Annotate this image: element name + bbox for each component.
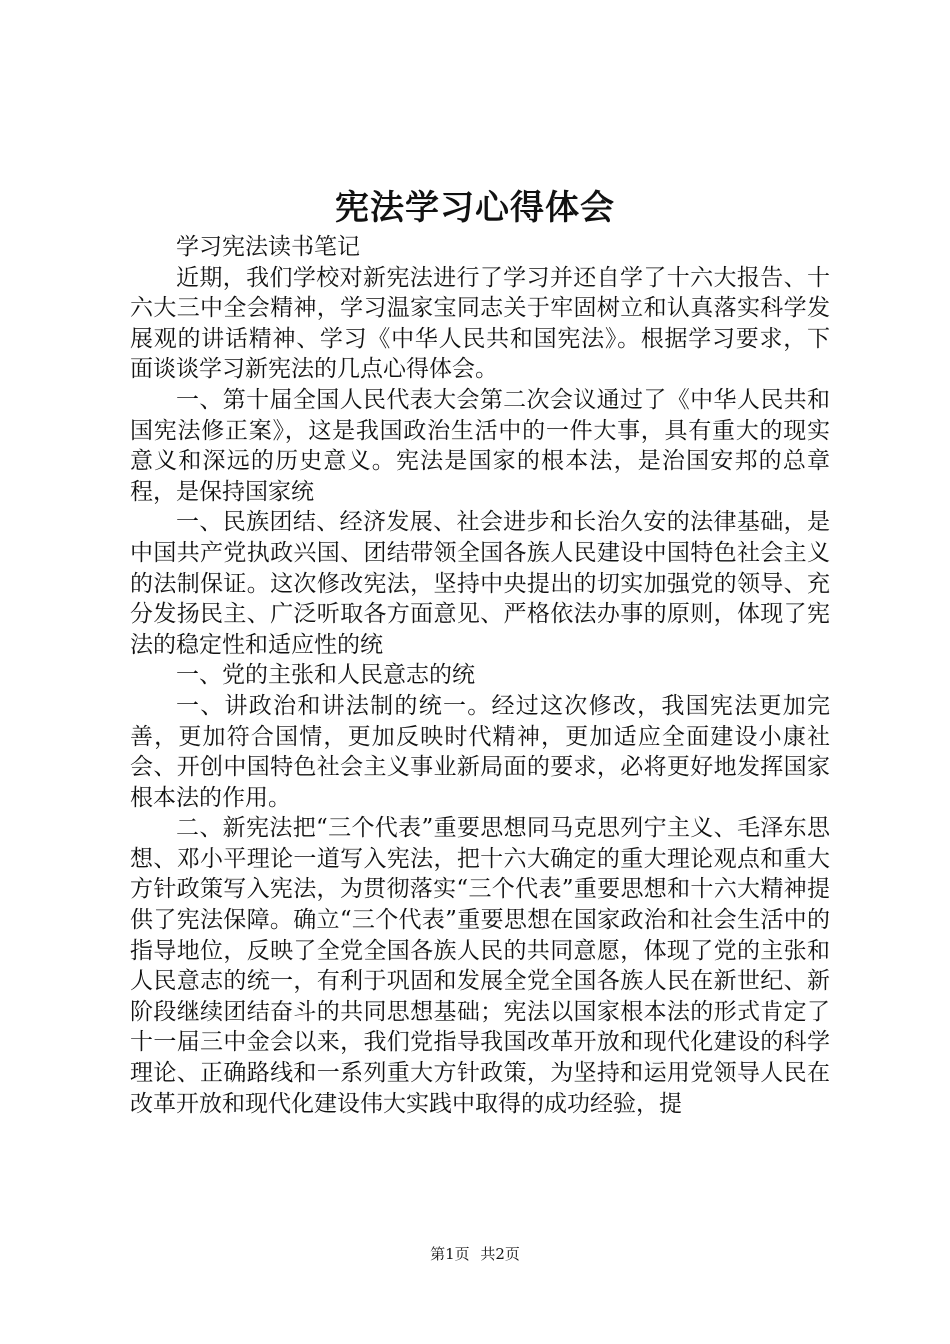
page-footer: [0, 1244, 950, 1264]
page-total: 共2页: [480, 1245, 520, 1263]
paragraph-party-will: 一、党的主张和人民意志的统: [176, 662, 475, 689]
paragraph-politics-law: 一、讲政治和讲法制的统一。经过这次修改，我国宪法更加完善，更加符合国情，更加反映时代精神，更加适应全面建设小康社会、开创中国特色社会主义事业新局面的要求，必将更好地发挥国家根本法的作用。: [130, 692, 830, 811]
document-title: 宪法学习心得体会: [335, 188, 615, 228]
paragraph-amendment: 一、第十届全国人民代表大会第二次会议通过了《中华人民共和国宪法修正案》，这是我国政治生活中的一件大事，具有重大的现实意义和深远的历史意义。宪法是国家的根本法，是治国安邦的总章程，是保持国家统: [130, 386, 830, 505]
page-number: 第1页: [430, 1245, 470, 1263]
paragraph-intro: 近期，我们学校对新宪法进行了学习并还自学了十六大报告、十六大三中全会精神，学习温家宝同志关于牢固树立和认真落实科学发展观的讲话精神、学习《中华人民共和国宪法》。根据学习要求，下面谈谈学习新宪法的几点心得体会。: [130, 264, 830, 383]
paragraph-three-represents: 二、新宪法把“三个代表”重要思想同马克思列宁主义、毛泽东思想、邓小平理论一道写入宪法，把十六大确定的重大理论观点和重大方针政策写入宪法，为贯彻落实“三个代表”重要思想和十六大精神提供了宪法保障。确立“三个代表”重要思想在国家政治和社会生活中的指导地位，反映了全党全国各族人民的共同意愿，体现了党的主张和人民意志的统一，有利于巩固和发展全党全国各族人民在新世纪、新阶段继续团结奋斗的共同思想基础；宪法以国家根本法的形式肯定了十一届三中金会以来，我们党指导我国改革开放和现代化建设的科学理论、正确路线和一系列重大方针政策，为坚持和运用党领导人民在改革开放和现代化建设伟大实践中取得的成功经验，提: [130, 815, 830, 1117]
paragraph-unity: 一、民族团结、经济发展、社会进步和长治久安的法律基础，是中国共产党执政兴国、团结带领全国各族人民建设中国特色社会主义的法制保证。这次修改宪法，坚持中央提出的切实加强党的领导、充分发扬民主、广泛听取各方面意见、严格依法办事的原则，体现了宪法的稳定性和适应性的统: [130, 509, 830, 658]
paragraph-subtitle: 学习宪法读书笔记: [176, 234, 360, 260]
document-body: [130, 232, 830, 1119]
